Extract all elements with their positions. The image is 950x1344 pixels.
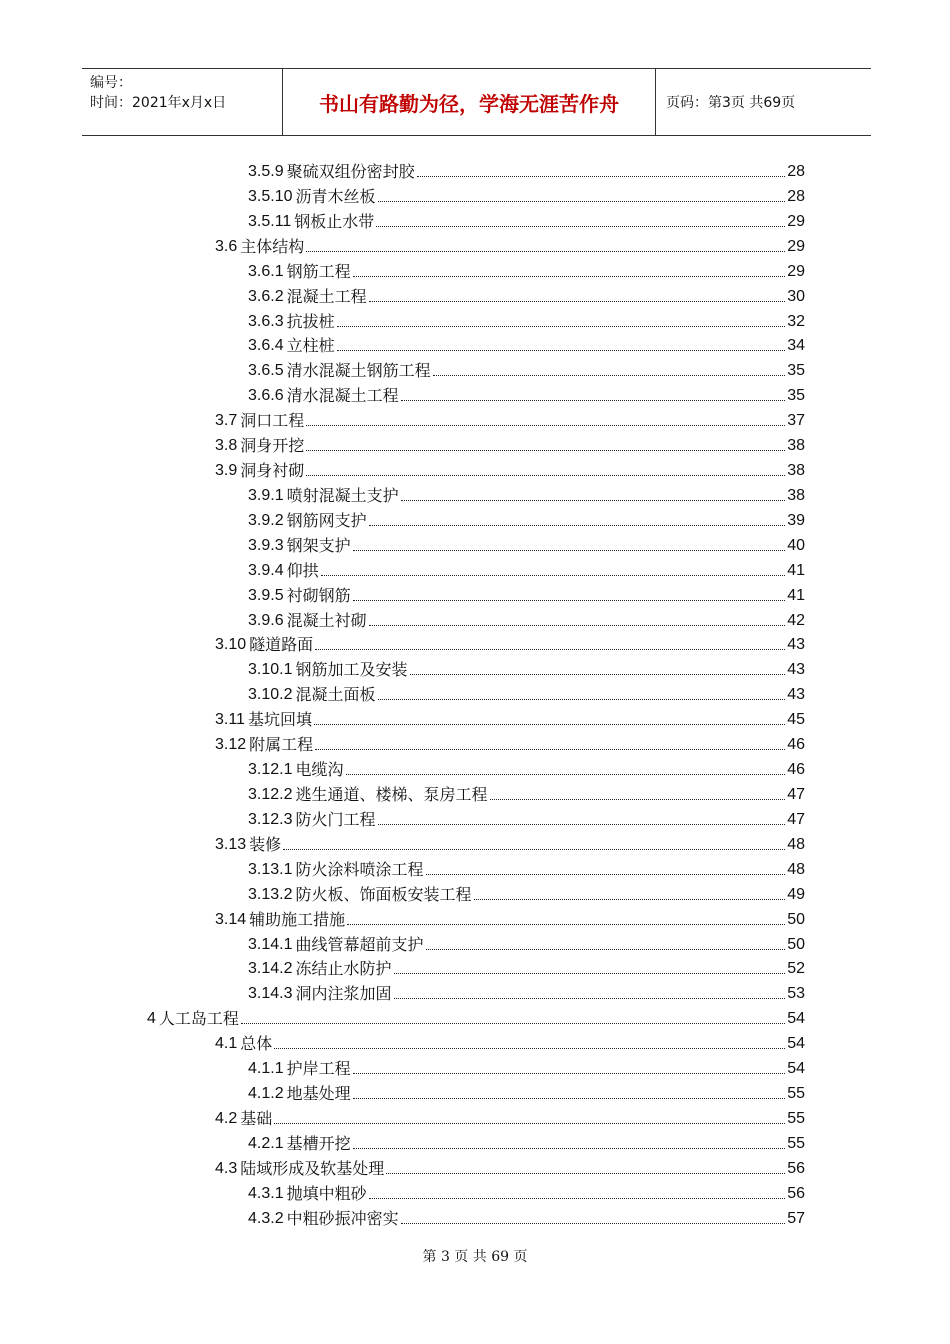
toc-entry[interactable] — [215, 407, 805, 431]
toc-entry-title: 洞身开挖 — [240, 436, 305, 456]
toc-entry[interactable] — [215, 631, 805, 655]
toc-entry-page: 55 — [787, 1134, 805, 1152]
toc-entry-page: 38 — [787, 486, 805, 504]
toc-dot-leader — [346, 773, 786, 775]
toc-entry-page: 46 — [787, 736, 805, 754]
toc-entry-page: 38 — [787, 462, 805, 480]
toc-entry[interactable] — [215, 1030, 805, 1054]
toc-entry-page: 57 — [787, 1209, 805, 1227]
toc-entry-page: 55 — [787, 1085, 805, 1103]
toc-entry-number: 3.8 — [215, 437, 238, 455]
toc-entry-page: 34 — [787, 337, 805, 355]
toc-entry-number: 3.10.2 — [248, 686, 293, 704]
time-label: 时间：2021年x月x日 — [90, 95, 227, 111]
toc-entry[interactable] — [248, 357, 805, 381]
toc-entry-title: 护岸工程 — [286, 1059, 351, 1079]
toc-entry[interactable] — [248, 1080, 805, 1104]
toc-entry-title: 附属工程 — [249, 735, 314, 755]
toc-entry-number: 3.14 — [215, 910, 247, 928]
toc-entry-title: 混凝土工程 — [286, 286, 367, 306]
toc-entry[interactable] — [248, 656, 805, 680]
toc-entry-title: 立柱桩 — [286, 336, 335, 356]
toc-entry-number: 4.3 — [215, 1159, 238, 1177]
toc-entry-title: 防火板、饰面板安装工程 — [295, 884, 472, 904]
toc-entry-page: 45 — [787, 711, 805, 729]
toc-entry-page: 41 — [787, 561, 805, 579]
toc-dot-leader — [378, 200, 786, 202]
toc-dot-leader — [378, 823, 786, 825]
toc-entry[interactable] — [248, 955, 805, 979]
toc-dot-leader — [353, 1072, 786, 1074]
toc-entry[interactable] — [248, 283, 805, 307]
toc-dot-leader — [315, 648, 785, 650]
toc-entry[interactable] — [248, 1055, 805, 1079]
toc-entry-page: 40 — [787, 536, 805, 554]
toc-entry-title: 冻结止水防护 — [295, 959, 392, 979]
toc-entry-title: 人工岛工程 — [158, 1009, 239, 1029]
toc-entry-title: 仰拱 — [286, 560, 319, 580]
toc-entry-page: 47 — [787, 810, 805, 828]
toc-entry-page: 48 — [787, 860, 805, 878]
toc-entry[interactable] — [248, 258, 805, 282]
toc-entry-page: 35 — [787, 362, 805, 380]
toc-dot-leader — [353, 1147, 786, 1149]
toc-entry-number: 3.9.3 — [248, 536, 284, 554]
toc-entry-title: 洞内注浆加固 — [295, 984, 392, 1004]
toc-entry-page: 56 — [787, 1184, 805, 1202]
toc-entry[interactable] — [215, 906, 805, 930]
toc-dot-leader — [410, 673, 786, 675]
toc-entry[interactable] — [215, 731, 805, 755]
toc-entry-title: 基础 — [240, 1108, 273, 1128]
toc-entry-title: 总体 — [240, 1034, 273, 1054]
toc-entry-number: 4.1.1 — [248, 1060, 284, 1078]
toc-entry-page: 35 — [787, 387, 805, 405]
toc-entry-page: 28 — [787, 163, 805, 180]
toc-entry-number: 4.3.1 — [248, 1184, 284, 1202]
toc-entry[interactable] — [248, 1180, 805, 1204]
toc-entry[interactable] — [248, 183, 805, 207]
toc-entry-number: 3.6.4 — [248, 337, 284, 355]
toc-entry[interactable] — [248, 308, 805, 332]
toc-entry-title: 洞身衬砌 — [240, 461, 305, 481]
toc-entry[interactable] — [248, 881, 805, 905]
toc-dot-leader — [306, 474, 785, 476]
toc-entry-title: 抗拔桩 — [286, 311, 335, 331]
toc-entry[interactable] — [248, 1205, 805, 1229]
toc-dot-leader — [315, 748, 785, 750]
toc-dot-leader — [347, 923, 785, 925]
toc-entry-title: 钢架支护 — [286, 535, 351, 555]
toc-entry-number: 3.6.3 — [248, 312, 284, 330]
toc-entry-number: 4.2 — [215, 1109, 238, 1127]
toc-entry-page: 30 — [787, 287, 805, 305]
toc-entry[interactable] — [215, 432, 805, 456]
toc-entry-page: 43 — [787, 686, 805, 704]
toc-entry-title: 抛填中粗砂 — [286, 1183, 367, 1203]
toc-entry-title: 基坑回填 — [247, 710, 312, 730]
toc-entry-page: 47 — [787, 786, 805, 803]
toc-entry-page: 50 — [787, 935, 805, 953]
toc-entry-number: 3.9.2 — [248, 511, 284, 529]
toc-entry-title: 钢筋网支护 — [286, 510, 367, 530]
toc-entry-title: 混凝土面板 — [295, 685, 376, 705]
toc-entry-number: 3.12.1 — [248, 761, 293, 779]
toc-entry[interactable] — [248, 507, 805, 531]
toc-dot-leader — [401, 499, 786, 501]
toc-entry-page: 43 — [787, 636, 805, 654]
toc-entry-number: 3.10 — [215, 636, 247, 654]
toc-entry[interactable] — [248, 681, 805, 705]
toc-entry-title: 基槽开挖 — [286, 1133, 351, 1153]
toc-dot-leader — [274, 1122, 785, 1124]
toc-entry[interactable] — [248, 332, 805, 356]
toc-entry-title: 衬砌钢筋 — [286, 585, 351, 605]
toc-entry-number: 3.6.6 — [248, 387, 284, 405]
toc-entry[interactable] — [248, 482, 805, 506]
toc-entry-page: 28 — [787, 187, 805, 205]
toc-entry-number: 3.13 — [215, 835, 247, 853]
toc-dot-leader — [394, 972, 786, 974]
toc-entry-number: 3.12.3 — [248, 810, 293, 828]
toc-entry[interactable] — [248, 856, 805, 880]
toc-entry-number: 3.10.1 — [248, 661, 293, 679]
toc-entry-title: 清水混凝土钢筋工程 — [286, 361, 431, 381]
toc-dot-leader — [353, 275, 786, 277]
toc-entry-number: 3.6.1 — [248, 262, 284, 280]
toc-entry-page: 42 — [787, 611, 805, 629]
toc-dot-leader — [490, 798, 786, 800]
toc-entry-title: 中粗砂振冲密实 — [286, 1208, 399, 1228]
toc-dot-leader — [241, 1022, 785, 1024]
toc-entry-number: 3.9.4 — [248, 561, 284, 579]
toc-entry[interactable] — [215, 1105, 805, 1129]
toc-entry-number: 3.9.1 — [248, 486, 284, 504]
toc-dot-leader — [369, 624, 786, 626]
toc-entry-title: 隧道路面 — [249, 635, 314, 655]
toc-entry-page: 52 — [787, 960, 805, 978]
toc-dot-leader — [314, 723, 785, 725]
toc-entry-page: 50 — [787, 910, 805, 928]
toc-entry-title: 钢板止水带 — [294, 211, 375, 231]
toc-entry[interactable] — [215, 457, 805, 481]
toc-entry-title: 地基处理 — [286, 1084, 351, 1104]
toc-dot-leader — [353, 599, 786, 601]
toc-entry-title: 钢筋工程 — [286, 261, 351, 281]
toc-entry-title: 辅助施工措施 — [249, 909, 346, 929]
toc-entry-number: 3.5.11 — [248, 212, 292, 230]
toc-entry-number: 4.2.1 — [248, 1134, 284, 1152]
toc-entry-title: 洞口工程 — [240, 411, 305, 431]
toc-entry-number: 3.5.9 — [248, 163, 284, 180]
toc-dot-leader — [353, 549, 786, 551]
toc-dot-leader — [426, 873, 786, 875]
toc-entry-page: 38 — [787, 437, 805, 455]
toc-entry[interactable] — [147, 1005, 805, 1029]
toc-entry-page: 53 — [787, 985, 805, 1003]
toc-dot-leader — [378, 698, 786, 700]
toc-entry-number: 3.7 — [215, 412, 238, 430]
toc-entry-number: 3.12 — [215, 736, 247, 754]
toc-entry[interactable] — [248, 582, 805, 606]
toc-dot-leader — [401, 399, 786, 401]
toc-entry-title: 钢筋加工及安装 — [295, 660, 408, 680]
page-header — [82, 68, 871, 136]
toc-entry-number: 4.3.2 — [248, 1209, 284, 1227]
toc-entry-page: 54 — [787, 1060, 805, 1078]
toc-entry-title: 曲线管幕超前支护 — [295, 934, 424, 954]
toc-entry[interactable] — [248, 208, 805, 232]
toc-entry-number: 3.6 — [215, 237, 238, 255]
code-label: 编号： — [90, 75, 132, 91]
toc-dot-leader — [426, 948, 786, 950]
toc-entry-page: 37 — [787, 412, 805, 430]
toc-entry-page: 32 — [787, 312, 805, 330]
toc-entry-title: 电缆沟 — [295, 760, 344, 780]
toc-entry-number: 3.11 — [215, 711, 245, 729]
toc-entry-title: 防火门工程 — [295, 809, 376, 829]
toc-entry-title: 主体结构 — [240, 236, 305, 256]
toc-entry[interactable] — [248, 557, 805, 581]
toc-entry[interactable] — [248, 532, 805, 556]
toc-entry-number: 3.6.5 — [248, 362, 284, 380]
toc-entry-number: 3.14.1 — [248, 935, 293, 953]
toc-entry-title: 装修 — [249, 834, 282, 854]
toc-entry-number: 3.12.2 — [248, 786, 293, 803]
toc-entry[interactable] — [215, 1155, 805, 1179]
toc-dot-leader — [417, 175, 786, 177]
toc-entry-number: 4.1 — [215, 1035, 238, 1053]
toc-entry-title: 防火涂料喷涂工程 — [295, 859, 424, 879]
toc-entry-number: 3.9.6 — [248, 611, 284, 629]
toc-entry[interactable] — [215, 831, 805, 855]
toc-entry-page: 56 — [787, 1159, 805, 1177]
toc-entry[interactable] — [215, 706, 805, 730]
toc-entry[interactable] — [215, 233, 805, 257]
toc-entry-page: 39 — [787, 511, 805, 529]
toc-entry[interactable] — [248, 781, 805, 805]
toc-entry-page: 29 — [787, 212, 805, 230]
toc-entry[interactable] — [248, 382, 805, 406]
toc-dot-leader — [386, 1172, 785, 1174]
toc-entry-number: 4 — [147, 1010, 156, 1028]
toc-entry-page: 54 — [787, 1010, 805, 1028]
toc-dot-leader — [369, 524, 786, 526]
toc-entry-page: 55 — [787, 1109, 805, 1127]
header-page-info: 页码：第3页 共69页 — [666, 95, 796, 111]
page-footer: 第 3 页 共 69 页 — [422, 1249, 528, 1265]
toc-entry-page: 29 — [787, 262, 805, 280]
toc-entry-title: 逃生通道、楼梯、泵房工程 — [295, 785, 488, 804]
toc-entry-number: 3.14.3 — [248, 985, 293, 1003]
toc-entry[interactable] — [248, 931, 805, 955]
header-meta — [82, 69, 283, 135]
toc-entry-number: 3.13.1 — [248, 860, 293, 878]
toc-entry-page: 49 — [787, 885, 805, 903]
toc-entry-title: 聚硫双组份密封胶 — [286, 162, 415, 181]
toc-entry-title: 混凝土衬砌 — [286, 610, 367, 630]
toc-dot-leader — [353, 1097, 786, 1099]
toc-entry-page: 48 — [787, 835, 805, 853]
toc-dot-leader — [321, 574, 786, 576]
toc-entry-number: 3.14.2 — [248, 960, 293, 978]
toc-dot-leader — [274, 1047, 785, 1049]
toc-entry-title: 沥青木丝板 — [295, 186, 376, 206]
toc-dot-leader — [306, 449, 785, 451]
toc-entry-number: 3.9 — [215, 462, 238, 480]
toc-entry-page: 43 — [787, 661, 805, 679]
toc-entry-title: 陆域形成及软基处理 — [240, 1158, 385, 1178]
toc-entry-page: 46 — [787, 761, 805, 779]
toc-entry[interactable] — [248, 980, 805, 1004]
toc-dot-leader — [401, 1222, 786, 1224]
toc-dot-leader — [433, 374, 786, 376]
toc-entry[interactable] — [248, 806, 805, 830]
toc-entry-number: 4.1.2 — [248, 1085, 284, 1103]
toc-dot-leader — [474, 898, 786, 900]
toc-entry-page: 54 — [787, 1035, 805, 1053]
toc-entry-page: 41 — [787, 586, 805, 604]
header-motto: 书山有路勤为径，学海无涯苦作舟 — [283, 69, 656, 135]
toc-entry-number: 3.13.2 — [248, 885, 293, 903]
toc-entry[interactable] — [248, 158, 805, 182]
toc-entry[interactable] — [248, 756, 805, 780]
toc-entry-page: 29 — [787, 237, 805, 255]
toc-entry-number: 3.5.10 — [248, 187, 293, 205]
toc-entry-title: 喷射混凝土支护 — [286, 485, 399, 505]
toc-dot-leader — [337, 325, 786, 327]
toc-dot-leader — [306, 424, 785, 426]
toc-dot-leader — [369, 1197, 786, 1199]
toc-dot-leader — [283, 848, 785, 850]
toc-dot-leader — [394, 997, 786, 999]
toc-entry-number: 3.6.2 — [248, 287, 284, 305]
toc-entry-title: 清水混凝土工程 — [286, 386, 399, 406]
toc-dot-leader — [337, 349, 786, 351]
toc-entry-number: 3.9.5 — [248, 586, 284, 604]
toc-entry[interactable] — [248, 1130, 805, 1154]
toc-dot-leader — [369, 300, 786, 302]
toc-dot-leader — [376, 225, 785, 227]
toc-dot-leader — [306, 250, 785, 252]
toc-entry[interactable] — [248, 607, 805, 631]
